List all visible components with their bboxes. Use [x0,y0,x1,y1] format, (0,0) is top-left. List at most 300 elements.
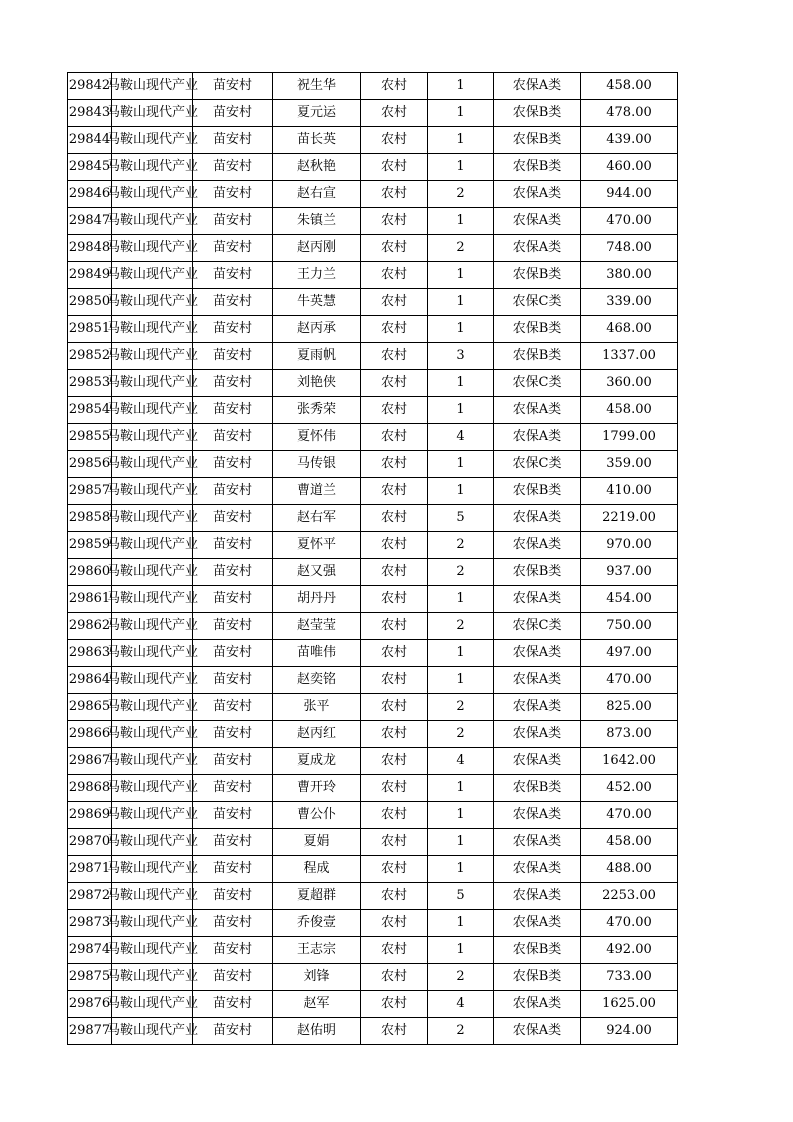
category-cell: 农保A类 [494,721,581,748]
person-count-cell: 1 [428,667,494,694]
household-type-cell: 农村 [361,397,428,424]
person-count-cell: 2 [428,694,494,721]
table-row [68,829,678,856]
name-cell: 赵又强 [273,559,361,586]
record-id-cell: 29874 [68,937,112,964]
village-cell: 苗安村 [193,856,273,883]
town-text: 马鞍山现代产业 [107,753,199,768]
table-row [68,451,678,478]
village-cell: 苗安村 [193,1018,273,1045]
name-cell: 赵秋艳 [273,154,361,181]
record-id-cell: 29860 [68,559,112,586]
category-cell: 农保A类 [494,802,581,829]
record-id-cell: 29842 [68,73,112,100]
town-text: 马鞍山现代产业 [107,402,199,417]
person-count-cell: 1 [428,370,494,397]
category-cell: 农保A类 [494,505,581,532]
amount-cell: 488.00 [581,856,678,883]
household-type-cell: 农村 [361,694,428,721]
town-text: 马鞍山现代产业 [107,726,199,741]
household-type-cell: 农村 [361,532,428,559]
table-row [68,775,678,802]
town-text: 马鞍山现代产业 [107,618,199,633]
category-cell: 农保C类 [494,370,581,397]
person-count-cell: 1 [428,451,494,478]
household-type-cell: 农村 [361,505,428,532]
name-cell: 张秀荣 [273,397,361,424]
household-type-cell: 农村 [361,181,428,208]
category-cell: 农保B类 [494,478,581,505]
name-cell: 夏怀伟 [273,424,361,451]
household-type-cell: 农村 [361,478,428,505]
town-cell [107,883,199,910]
amount-cell: 460.00 [581,154,678,181]
record-id-cell: 29845 [68,154,112,181]
person-count-cell: 1 [428,397,494,424]
household-type-cell: 农村 [361,802,428,829]
record-id-cell: 29872 [68,883,112,910]
table-row [68,937,678,964]
name-cell: 赵佑明 [273,1018,361,1045]
category-cell: 农保A类 [494,829,581,856]
village-cell: 苗安村 [193,559,273,586]
town-text: 马鞍山现代产业 [107,537,199,552]
name-cell: 赵丙刚 [273,235,361,262]
table-row [68,532,678,559]
village-cell: 苗安村 [193,991,273,1018]
household-type-cell: 农村 [361,370,428,397]
amount-cell: 1642.00 [581,748,678,775]
name-cell: 赵右宣 [273,181,361,208]
name-cell: 曹开玲 [273,775,361,802]
amount-cell: 360.00 [581,370,678,397]
village-cell: 苗安村 [193,235,273,262]
town-text: 马鞍山现代产业 [107,375,199,390]
record-id-cell: 29852 [68,343,112,370]
town-cell [107,748,199,775]
household-type-cell: 农村 [361,154,428,181]
record-id-cell: 29875 [68,964,112,991]
town-text: 马鞍山现代产业 [107,456,199,471]
amount-cell: 439.00 [581,127,678,154]
table-row [68,370,678,397]
town-text: 马鞍山现代产业 [107,1023,199,1038]
village-cell: 苗安村 [193,775,273,802]
household-type-cell: 农村 [361,856,428,883]
village-cell: 苗安村 [193,748,273,775]
village-cell: 苗安村 [193,802,273,829]
village-cell: 苗安村 [193,316,273,343]
table-row [68,883,678,910]
amount-cell: 2253.00 [581,883,678,910]
name-cell: 赵军 [273,991,361,1018]
name-cell: 朱镇兰 [273,208,361,235]
table-row [68,964,678,991]
record-id-cell: 29876 [68,991,112,1018]
town-cell [107,262,199,289]
record-id-cell: 29849 [68,262,112,289]
record-id-cell: 29847 [68,208,112,235]
village-cell: 苗安村 [193,667,273,694]
amount-cell: 380.00 [581,262,678,289]
town-cell [107,910,199,937]
name-cell: 程成 [273,856,361,883]
person-count-cell: 5 [428,505,494,532]
town-cell [107,856,199,883]
village-cell: 苗安村 [193,424,273,451]
name-cell: 赵莹莹 [273,613,361,640]
village-cell: 苗安村 [193,208,273,235]
amount-cell: 492.00 [581,937,678,964]
table-row [68,181,678,208]
household-type-cell: 农村 [361,559,428,586]
category-cell: 农保A类 [494,910,581,937]
name-cell: 赵丙承 [273,316,361,343]
record-id-cell: 29854 [68,397,112,424]
town-cell [107,964,199,991]
town-text: 马鞍山现代产业 [107,78,199,93]
town-text: 马鞍山现代产业 [107,969,199,984]
town-cell [107,208,199,235]
town-text: 马鞍山现代产业 [107,510,199,525]
household-type-cell: 农村 [361,100,428,127]
amount-cell: 873.00 [581,721,678,748]
town-cell [107,424,199,451]
town-cell [107,640,199,667]
table-row [68,748,678,775]
village-cell: 苗安村 [193,181,273,208]
category-cell: 农保B类 [494,775,581,802]
person-count-cell: 2 [428,181,494,208]
category-cell: 农保A类 [494,991,581,1018]
town-text: 马鞍山现代产业 [107,915,199,930]
village-cell: 苗安村 [193,343,273,370]
category-cell: 农保A类 [494,181,581,208]
household-type-cell: 农村 [361,424,428,451]
town-cell [107,100,199,127]
category-cell: 农保A类 [494,424,581,451]
table-row [68,505,678,532]
category-cell: 农保B类 [494,937,581,964]
amount-cell: 470.00 [581,208,678,235]
amount-cell: 733.00 [581,964,678,991]
village-cell: 苗安村 [193,451,273,478]
person-count-cell: 4 [428,748,494,775]
amount-cell: 970.00 [581,532,678,559]
person-count-cell: 2 [428,721,494,748]
household-type-cell: 农村 [361,991,428,1018]
amount-cell: 497.00 [581,640,678,667]
person-count-cell: 1 [428,289,494,316]
amount-cell: 359.00 [581,451,678,478]
town-cell [107,505,199,532]
record-id-cell: 29859 [68,532,112,559]
town-text: 马鞍山现代产业 [107,645,199,660]
town-text: 马鞍山现代产业 [107,780,199,795]
record-id-cell: 29857 [68,478,112,505]
name-cell: 夏元运 [273,100,361,127]
person-count-cell: 1 [428,829,494,856]
household-type-cell: 农村 [361,262,428,289]
name-cell: 刘艳侠 [273,370,361,397]
table-row [68,667,678,694]
amount-cell: 478.00 [581,100,678,127]
household-type-cell: 农村 [361,667,428,694]
category-cell: 农保A类 [494,1018,581,1045]
town-cell [107,397,199,424]
town-text: 马鞍山现代产业 [107,213,199,228]
table-row [68,856,678,883]
household-type-cell: 农村 [361,73,428,100]
town-cell [107,235,199,262]
household-type-cell: 农村 [361,343,428,370]
name-cell: 赵奕铭 [273,667,361,694]
name-cell: 赵丙红 [273,721,361,748]
town-text: 马鞍山现代产业 [107,348,199,363]
name-cell: 夏怀平 [273,532,361,559]
village-cell: 苗安村 [193,937,273,964]
record-id-cell: 29844 [68,127,112,154]
town-text: 马鞍山现代产业 [107,267,199,282]
town-text: 马鞍山现代产业 [107,483,199,498]
town-cell [107,451,199,478]
village-cell: 苗安村 [193,721,273,748]
category-cell: 农保A类 [494,883,581,910]
table-row [68,694,678,721]
village-cell: 苗安村 [193,289,273,316]
amount-cell: 458.00 [581,829,678,856]
category-cell: 农保A类 [494,667,581,694]
amount-cell: 470.00 [581,802,678,829]
name-cell: 夏超群 [273,883,361,910]
person-count-cell: 1 [428,937,494,964]
amount-cell: 454.00 [581,586,678,613]
town-text: 马鞍山现代产业 [107,834,199,849]
category-cell: 农保C类 [494,289,581,316]
village-cell: 苗安村 [193,829,273,856]
town-cell [107,127,199,154]
town-text: 马鞍山现代产业 [107,429,199,444]
name-cell: 王力兰 [273,262,361,289]
allowance-table [67,72,678,1045]
record-id-cell: 29846 [68,181,112,208]
person-count-cell: 1 [428,478,494,505]
record-id-cell: 29855 [68,424,112,451]
record-id-cell: 29870 [68,829,112,856]
category-cell: 农保A类 [494,73,581,100]
amount-cell: 458.00 [581,73,678,100]
town-text: 马鞍山现代产业 [107,807,199,822]
table-row [68,910,678,937]
record-id-cell: 29861 [68,586,112,613]
household-type-cell: 农村 [361,829,428,856]
town-text: 马鞍山现代产业 [107,888,199,903]
household-type-cell: 农村 [361,451,428,478]
record-id-cell: 29867 [68,748,112,775]
town-text: 马鞍山现代产业 [107,240,199,255]
table-row [68,235,678,262]
town-cell [107,289,199,316]
person-count-cell: 1 [428,100,494,127]
category-cell: 农保A类 [494,694,581,721]
record-id-cell: 29864 [68,667,112,694]
table-row [68,721,678,748]
name-cell: 苗唯伟 [273,640,361,667]
table-row [68,640,678,667]
name-cell: 赵右军 [273,505,361,532]
category-cell: 农保A类 [494,586,581,613]
village-cell: 苗安村 [193,154,273,181]
table-row [68,991,678,1018]
name-cell: 曹公仆 [273,802,361,829]
table-row [68,154,678,181]
amount-cell: 748.00 [581,235,678,262]
table-row [68,73,678,100]
person-count-cell: 2 [428,1018,494,1045]
category-cell: 农保C类 [494,613,581,640]
town-cell [107,532,199,559]
household-type-cell: 农村 [361,235,428,262]
person-count-cell: 1 [428,262,494,289]
category-cell: 农保C类 [494,451,581,478]
amount-cell: 944.00 [581,181,678,208]
person-count-cell: 1 [428,856,494,883]
table-row [68,343,678,370]
table-row [68,802,678,829]
name-cell: 乔俊壹 [273,910,361,937]
table-row [68,127,678,154]
household-type-cell: 农村 [361,721,428,748]
table-row [68,397,678,424]
category-cell: 农保B类 [494,127,581,154]
record-id-cell: 29865 [68,694,112,721]
table-row [68,424,678,451]
village-cell: 苗安村 [193,505,273,532]
town-cell [107,343,199,370]
category-cell: 农保B类 [494,559,581,586]
town-cell [107,802,199,829]
town-cell [107,721,199,748]
household-type-cell: 农村 [361,964,428,991]
town-text: 马鞍山现代产业 [107,861,199,876]
town-cell [107,829,199,856]
amount-cell: 339.00 [581,289,678,316]
record-id-cell: 29856 [68,451,112,478]
village-cell: 苗安村 [193,910,273,937]
category-cell: 农保B类 [494,964,581,991]
town-cell [107,370,199,397]
household-type-cell: 农村 [361,289,428,316]
person-count-cell: 2 [428,613,494,640]
table-row [68,262,678,289]
table-row [68,289,678,316]
category-cell: 农保A类 [494,640,581,667]
household-type-cell: 农村 [361,748,428,775]
town-cell [107,478,199,505]
town-cell [107,613,199,640]
table-row [68,478,678,505]
village-cell: 苗安村 [193,397,273,424]
person-count-cell: 1 [428,640,494,667]
amount-cell: 1799.00 [581,424,678,451]
village-cell: 苗安村 [193,883,273,910]
name-cell: 夏娟 [273,829,361,856]
household-type-cell: 农村 [361,1018,428,1045]
town-text: 马鞍山现代产业 [107,105,199,120]
name-cell: 张平 [273,694,361,721]
amount-cell: 458.00 [581,397,678,424]
household-type-cell: 农村 [361,208,428,235]
table-row [68,559,678,586]
table-row [68,100,678,127]
person-count-cell: 2 [428,235,494,262]
category-cell: 农保A类 [494,748,581,775]
amount-cell: 924.00 [581,1018,678,1045]
household-type-cell: 农村 [361,883,428,910]
village-cell: 苗安村 [193,532,273,559]
record-id-cell: 29863 [68,640,112,667]
household-type-cell: 农村 [361,640,428,667]
table-body [68,73,678,1045]
name-cell: 夏雨帆 [273,343,361,370]
village-cell: 苗安村 [193,964,273,991]
village-cell: 苗安村 [193,640,273,667]
village-cell: 苗安村 [193,370,273,397]
town-cell [107,586,199,613]
town-cell [107,694,199,721]
table-row [68,586,678,613]
name-cell: 夏成龙 [273,748,361,775]
town-cell [107,316,199,343]
amount-cell: 410.00 [581,478,678,505]
amount-cell: 470.00 [581,667,678,694]
category-cell: 农保A类 [494,532,581,559]
amount-cell: 2219.00 [581,505,678,532]
name-cell: 马传银 [273,451,361,478]
table-row [68,208,678,235]
town-cell [107,73,199,100]
town-cell [107,154,199,181]
record-id-cell: 29848 [68,235,112,262]
person-count-cell: 3 [428,343,494,370]
amount-cell: 937.00 [581,559,678,586]
person-count-cell: 4 [428,424,494,451]
person-count-cell: 2 [428,559,494,586]
town-cell [107,775,199,802]
town-text: 马鞍山现代产业 [107,564,199,579]
name-cell: 胡丹丹 [273,586,361,613]
household-type-cell: 农村 [361,937,428,964]
household-type-cell: 农村 [361,910,428,937]
town-text: 马鞍山现代产业 [107,186,199,201]
record-id-cell: 29877 [68,1018,112,1045]
person-count-cell: 1 [428,910,494,937]
town-text: 马鞍山现代产业 [107,699,199,714]
category-cell: 农保A类 [494,208,581,235]
category-cell: 农保B类 [494,154,581,181]
person-count-cell: 1 [428,73,494,100]
name-cell: 王志宗 [273,937,361,964]
amount-cell: 468.00 [581,316,678,343]
table-row [68,316,678,343]
household-type-cell: 农村 [361,127,428,154]
amount-cell: 1625.00 [581,991,678,1018]
person-count-cell: 1 [428,208,494,235]
village-cell: 苗安村 [193,73,273,100]
amount-cell: 470.00 [581,910,678,937]
category-cell: 农保B类 [494,316,581,343]
household-type-cell: 农村 [361,775,428,802]
